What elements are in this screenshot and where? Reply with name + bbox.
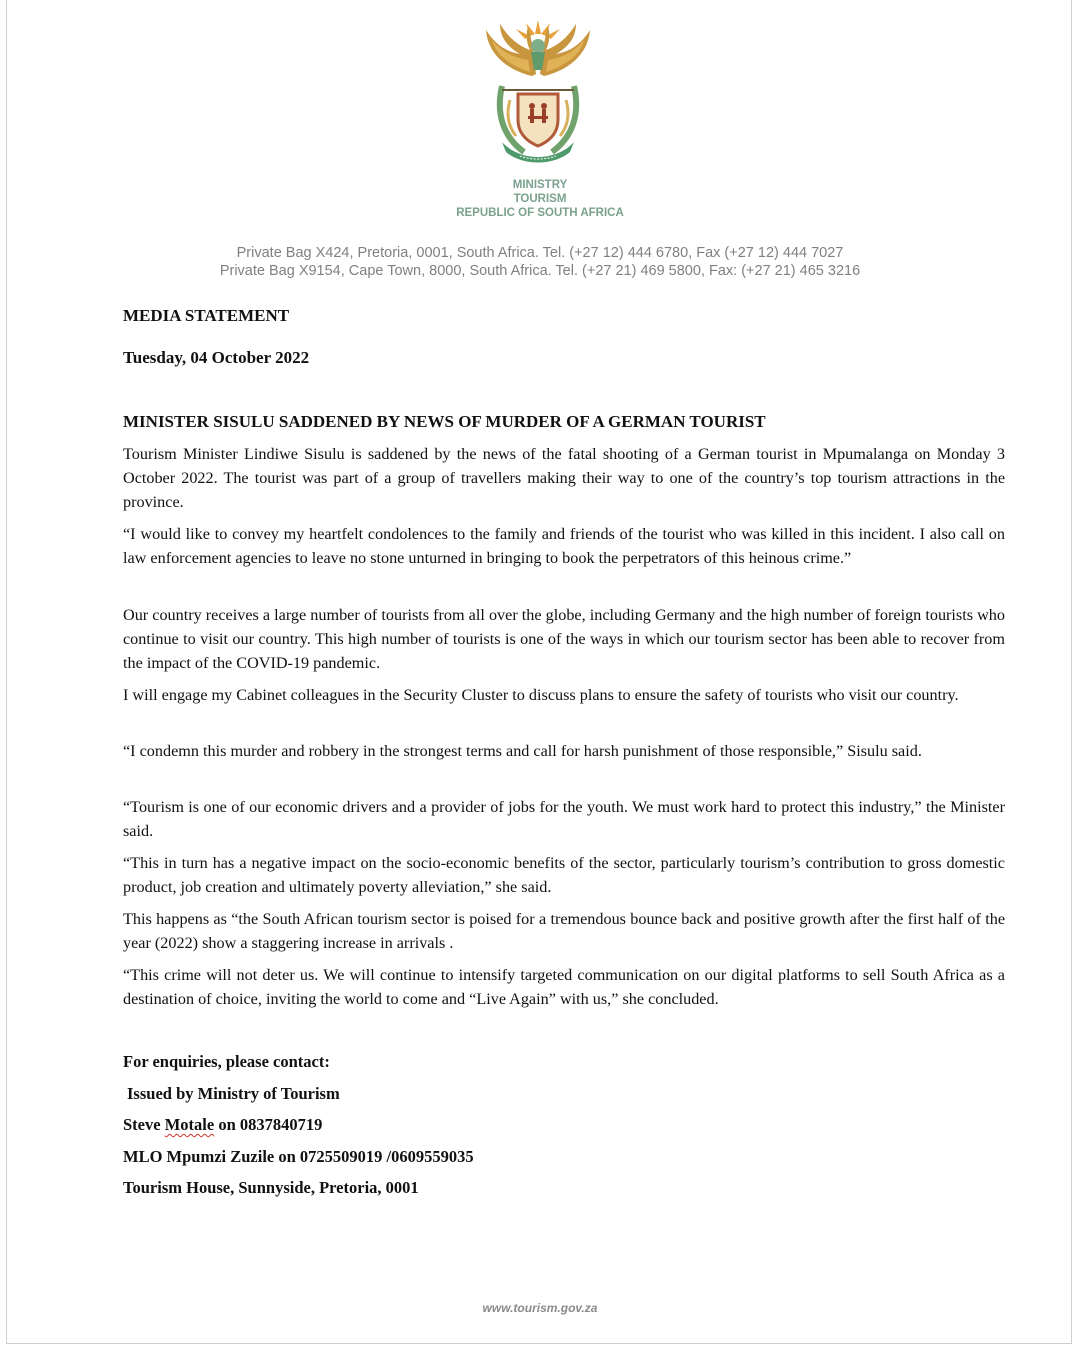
spokesperson-phone: on 0837840719 [214, 1115, 323, 1134]
issued-by-line: Issued by Ministry of Tourism [127, 1084, 340, 1103]
footer-website-url: www.tourism.gov.za [482, 1301, 598, 1315]
coat-of-arms-emblem [480, 16, 596, 168]
cape-town-address: Private Bag X9154, Cape Town, 8000, South Africa. Tel. (+27 21) 469 5800, Fax: (+27 21) 465 3216 [219, 263, 861, 279]
spokesperson-contact [123, 1115, 322, 1135]
body-paragraph: This happens as “the South African tourism sector is poised for a tremendous bounce back and positive growth after the first half of the year (2022) show a staggering increase in arrivals . [123, 910, 1005, 952]
office-address: Tourism House, Sunnyside, Pretoria, 0001 [123, 1178, 419, 1197]
body-paragraph: “This in turn has a negative impact on the socio-economic benefits of the sector, particularly tourism’s contribution to gross domestic product, job creation and ultimately poverty alleviation,” she said. [123, 854, 1005, 896]
body-paragraph: “I condemn this murder and robbery in the strongest terms and call for harsh punishment of those responsible,” Sisulu said. [123, 742, 922, 760]
body-paragraph: Tourism Minister Lindiwe Sisulu is saddened by the news of the fatal shooting of a German tourist in Mpumalanga on Monday 3 October 2022. The tourist was part of a group of travellers making their way to one of the country’s top tourism attractions in the province. [123, 445, 1005, 511]
body-paragraph: “Tourism is one of our economic drivers and a provider of jobs for the youth. We must work hard to protect this industry,” the Minister said. [123, 798, 1005, 840]
statement-date: Tuesday, 04 October 2022 [123, 348, 310, 367]
spokesperson-first-name: Steve [123, 1115, 165, 1134]
body-paragraph: I will engage my Cabinet colleagues in the Security Cluster to discuss plans to ensure the safety of tourists who visit our country. [123, 686, 959, 704]
ministry-label: MINISTRY [512, 179, 568, 191]
pretoria-address: Private Bag X424, Pretoria, 0001, South Africa. Tel. (+27 12) 444 6780, Fax (+27 12) 444 7027 [236, 245, 844, 261]
spokesperson-surname: Motale [164, 1115, 215, 1134]
body-paragraph: “I would like to convey my heartfelt condolences to the family and friends of the tourist who was killed in this incident. I also call on law enforcement agencies to leave no stone unturned in bringing to book the perpetrators of this heinous crime.” [123, 525, 1005, 567]
mlo-contact: MLO Mpumzi Zuzile on 0725509019 /0609559035 [123, 1147, 474, 1166]
statement-title: MINISTER SISULU SADDENED BY NEWS OF MURDER OF A GERMAN TOURIST [123, 412, 766, 431]
enquiries-heading: For enquiries, please contact: [123, 1052, 330, 1071]
body-paragraph: “This crime will not deter us. We will continue to intensify targeted communication on our digital platforms to sell South Africa as a destination of choice, inviting the world to come and “Live Again” with us,” she concluded. [123, 966, 1005, 1008]
document-type-label: MEDIA STATEMENT [123, 306, 290, 325]
ministry-letterhead [390, 178, 690, 220]
body-paragraph: Our country receives a large number of tourists from all over the globe, including Germany and the high number of foreign tourists who continue to visit our country. This high number of tourists is one of the ways in which our tourism sector has been able to recover from the impact of the COVID-19 pandemic. [123, 606, 1005, 672]
country-label: REPUBLIC OF SOUTH AFRICA [456, 207, 624, 219]
department-label: TOURISM [513, 193, 567, 205]
